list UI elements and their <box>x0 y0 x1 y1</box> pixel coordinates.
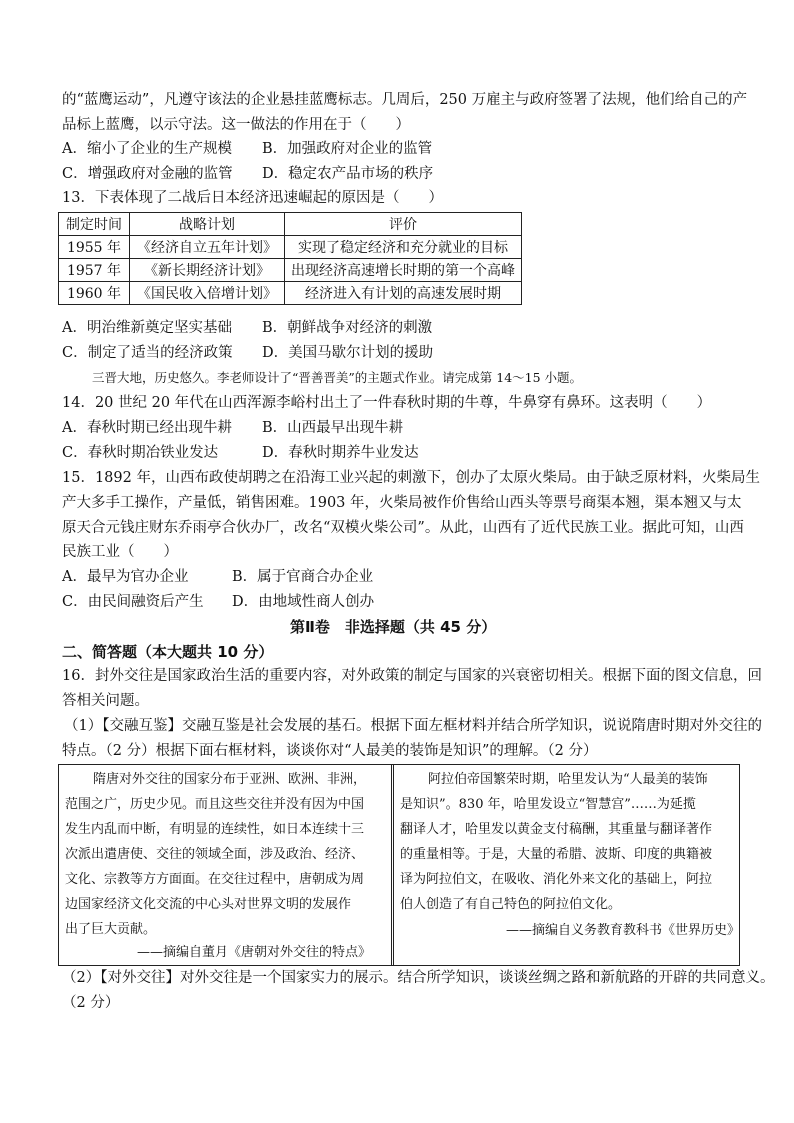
table-cell: 1960 年 <box>59 282 130 305</box>
right-box-line: 译为阿拉伯文，在吸收、消化外来文化的基础上，阿拉 <box>400 872 713 887</box>
table-cell: 实现了稳定经济和充分就业的目标 <box>285 236 522 259</box>
left-box-line: 隋唐对外交往的国家分布于亚洲、欧洲、非洲， <box>93 772 367 787</box>
right-box-line: 的重量相等。于是，大量的希腊、波斯、印度的典籍被 <box>400 847 713 862</box>
table-row <box>59 282 522 305</box>
q13-option-d: D．美国马歇尔计划的援助 <box>262 345 434 361</box>
q13-option-b: B．朝鲜战争对经济的刺激 <box>262 320 433 336</box>
material-boxes <box>58 764 740 966</box>
right-box-line: 翻译人才，哈里发以黄金支付稿酬，其重量与翻译著作 <box>400 822 713 837</box>
table-row <box>59 259 522 282</box>
left-box-line: 边国家经济文化交流的中心头对世界文明的发展作 <box>65 897 352 912</box>
left-box-source: ——摘编自董月《唐朝对外交往的特点》 <box>137 945 372 960</box>
q14-option-a: A．春秋时期已经出现牛耕 <box>62 420 232 436</box>
left-material-box <box>59 765 394 965</box>
theme-note: 三晋大地，历史悠久。李老师设计了“晋善晋美”的主题式作业。请完成第 14～15 小题。 <box>92 370 583 385</box>
q13-option-c: C．制定了适当的经济政策 <box>62 345 233 361</box>
q15-option-b: B．属于官商合办企业 <box>232 569 374 585</box>
table-cell: 《经济自立五年计划》 <box>130 236 285 259</box>
q16-sub1-line1: （1）【交融互鉴】交融互鉴是社会发展的基石。根据下面左框材料并结合所学知识，说说隋唐时期对外交往的 <box>64 718 762 734</box>
table-header-cell: 战略计划 <box>130 213 285 236</box>
q12-option-c: C．增强政府对金融的监管 <box>62 166 233 182</box>
left-box-line: 发生内乱而中断，有明显的连续性，如日本连续十三 <box>65 822 365 837</box>
q12-option-b: B．加强政府对企业的监管 <box>262 141 433 157</box>
q13-option-a: A．明治维新奠定坚实基础 <box>62 320 232 336</box>
table-cell: 1955 年 <box>59 236 130 259</box>
q14-option-b: B．山西最早出现牛耕 <box>262 420 404 436</box>
q14-stem: 14．20 世纪 20 年代在山西浑源李峪村出土了一件春秋时期的牛尊，牛鼻穿有鼻环。这表明（ ） <box>62 395 712 411</box>
left-box-line: 范围之广，历史少见。而且这些交往并没有因为中国 <box>65 797 365 812</box>
table-cell: 《新长期经济计划》 <box>130 259 285 282</box>
table-cell: 出现经济高速增长时期的第一个高峰 <box>285 259 522 282</box>
left-box-line: 出了巨大贡献。 <box>65 922 157 937</box>
q16-sub2-line1: （2）【对外交往】对外交往是一个国家实力的展示。结合所学知识，谈谈丝绸之路和新航路的开辟的共同意义。 <box>62 970 775 986</box>
q15-option-a: A．最早为官办企业 <box>62 569 189 585</box>
q13-table <box>58 212 522 305</box>
left-box-line: 文化、宗教等方方面面。在交往过程中，唐朝成为周 <box>65 872 365 887</box>
table-cell: 《国民收入倍增计划》 <box>130 282 285 305</box>
table-header-row <box>59 213 522 236</box>
q16-stem-line2: 答相关问题。 <box>62 693 149 709</box>
left-box-line: 次派出遣唐使、交往的领域全面，涉及政治、经济、 <box>65 847 365 862</box>
right-box-line: 阿拉伯帝国繁荣时期，哈里发认为“人最美的装饰 <box>428 772 708 787</box>
right-box-source: ——摘编自义务教育教科书《世界历史》 <box>506 923 741 938</box>
table-header-cell: 评价 <box>285 213 522 236</box>
q15-stem-line2: 产大多手工操作，产量低，销售困难。1903 年，火柴局被作价售给山西头等票号商渠本翘，渠本翘又与太 <box>62 495 742 511</box>
q16-sub1-line2: 特点。（2 分）根据下面右框材料，谈谈你对“人最美的装饰是知识”的理解。（2 分） <box>62 743 598 759</box>
q12-option-d: D．稳定农产品市场的秩序 <box>262 166 434 182</box>
q14-option-d: D．春秋时期养牛业发达 <box>262 445 419 461</box>
table-cell: 1957 年 <box>59 259 130 282</box>
q14-option-c: C．春秋时期冶铁业发达 <box>62 445 219 461</box>
q16-stem-line1: 16．封外交往是国家政治生活的重要内容，对外政策的制定与国家的兴衰密切相关。根据下面的图文信息，回 <box>62 668 762 684</box>
table-cell: 经济进入有计划的高速发展时期 <box>285 282 522 305</box>
q12-stem-line2: 品标上蓝鹰，以示守法。这一做法的作用在于（ ） <box>62 117 410 133</box>
section2-title: 二、简答题（本大题共 10 分） <box>62 643 274 661</box>
part2-title: 第Ⅱ卷 非选择题（共 45 分） <box>290 618 497 636</box>
q15-option-d: D．由地域性商人创办 <box>232 594 375 610</box>
right-material-box <box>394 765 739 965</box>
right-box-line: 是知识”。830 年，哈里发设立“智慧宫”……为延揽 <box>400 797 696 812</box>
q15-stem-line1: 15．1892 年，山西布政使胡聘之在沿海工业兴起的刺激下，创办了太原火柴局。由于缺乏原材料，火柴局生 <box>62 470 760 486</box>
q16-sub2-line2: （2 分） <box>62 995 120 1011</box>
q15-stem-line3: 原天合元钱庄财东乔雨亭合伙办厂，改名“双模火柴公司”。从此，山西有了近代民族工业。据此可知，山西 <box>62 520 744 536</box>
q12-stem-line1: 的“蓝鹰运动”，凡遵守该法的企业悬挂蓝鹰标志。几周后，250 万雇主与政府签署了法规，他们给自己的产 <box>62 92 748 108</box>
q13-stem: 13．下表体现了二战后日本经济迅速崛起的原因是（ ） <box>62 190 443 206</box>
q12-option-a: A．缩小了企业的生产规模 <box>62 141 232 157</box>
q15-stem-line4: 民族工业（ ） <box>62 544 178 560</box>
table-header-cell: 制定时间 <box>59 213 130 236</box>
right-box-line: 伯人创造了有自己特色的阿拉伯文化。 <box>400 897 622 912</box>
table-row <box>59 236 522 259</box>
q15-option-c: C．由民间融资后产生 <box>62 594 204 610</box>
